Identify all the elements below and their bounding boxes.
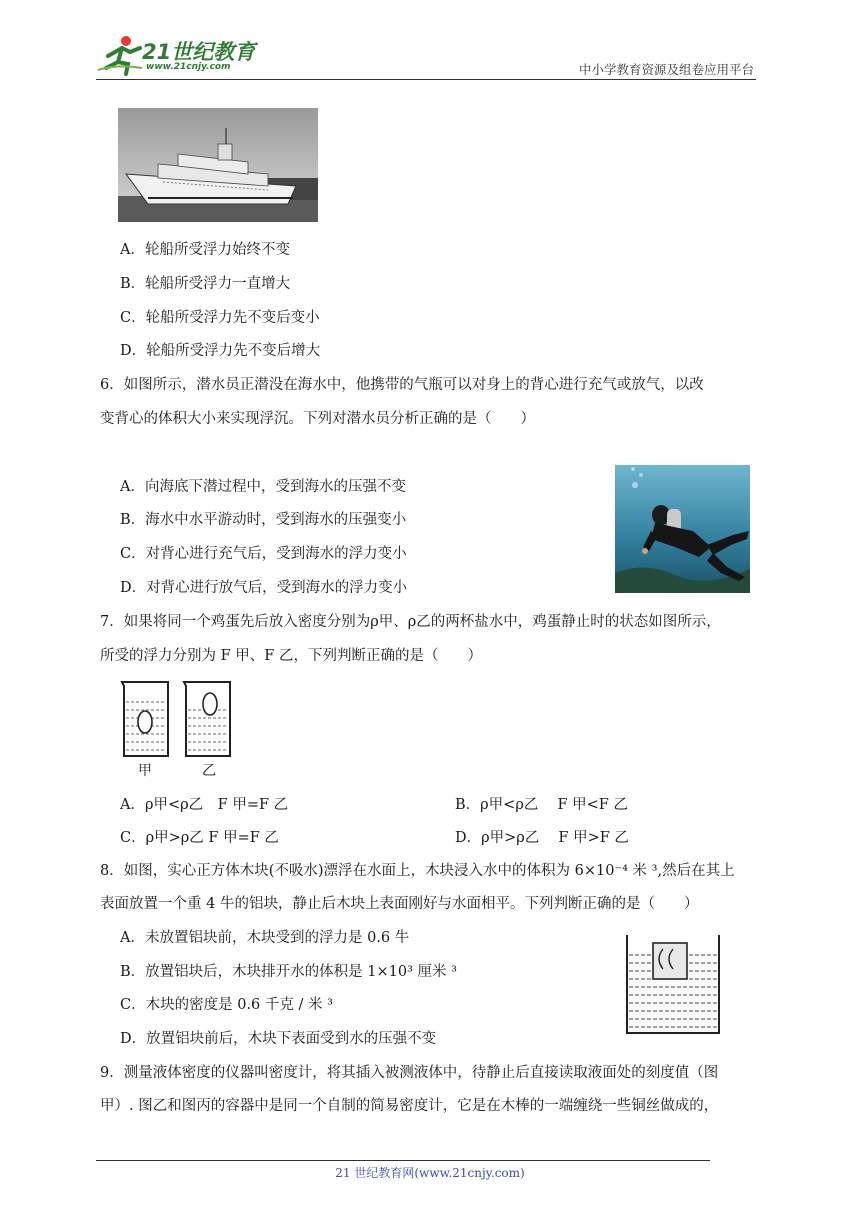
q6-stem-line2: 变背心的体积大小来实现浮沉。下列对潜水员分析正确的是（ ） <box>100 411 535 427</box>
q8-option-a: A．未放置铝块前，木块受到的浮力是 0.6 牛 <box>120 930 410 946</box>
q7-stem-line1: 7．如果将同一个鸡蛋先后放入密度分别为ρ甲、ρ乙的两杯盐水中，鸡蛋静止时的状态如图所示， <box>100 614 721 630</box>
q8-option-c: C．木块的密度是 0.6 千克 / 米 ³ <box>120 997 333 1013</box>
q8-option-d: D．放置铝块前后，木块下表面受到水的压强不变 <box>120 1031 437 1047</box>
q8-option-b: B．放置铝块后，木块排开水的体积是 1×10³ 厘米 ³ <box>120 964 457 980</box>
q5-option-d: D．轮船所受浮力先不变后增大 <box>120 343 321 359</box>
q8-stem-line2: 表面放置一个重 4 牛的铝块，静止后木块上表面刚好与水面相平。下列判断正确的是（ ） <box>100 896 699 912</box>
q6-stem-line1: 6．如图所示，潜水员正潜没在海水中，他携带的气瓶可以对身上的背心进行充气或放气，以改 <box>100 377 704 393</box>
runner-logo-icon <box>96 34 146 76</box>
q5-option-c: C．轮船所受浮力先不变后变小 <box>120 310 320 326</box>
wood-block-figure <box>625 933 721 1035</box>
platform-name: 中小学教育资源及组卷应用平台 <box>578 62 754 77</box>
q7-option-b: B．ρ甲<ρ乙 F 甲<F 乙 <box>455 797 628 813</box>
q7-stem-line2: 所受的浮力分别为 F 甲、F 乙，下列判断正确的是（ ） <box>100 648 482 664</box>
cup-label-yi: 乙 <box>202 763 216 779</box>
q9-stem-line2: 甲）. 图乙和图丙的容器中是同一个自制的简易密度计，它是在木棒的一端缠绕一些铜丝做成的， <box>100 1098 719 1114</box>
header-logo <box>96 34 266 76</box>
cruise-ship-image <box>118 108 318 222</box>
egg-cups-figure <box>118 680 238 780</box>
q7-option-a: A．ρ甲<ρ乙 F 甲=F 乙 <box>120 797 289 813</box>
q6-option-b: B．海水中水平游动时，受到海水的压强变小 <box>120 512 407 528</box>
logo-url: www.21cnjy.com <box>146 62 231 72</box>
q9-stem-line1: 9．测量液体密度的仪器叫密度计，将其插入被测液体中，待静止后直接读取液面处的刻度值（图 <box>100 1065 719 1081</box>
logo-title: 21世纪教育 <box>142 40 256 64</box>
q6-option-a: A．向海底下潜过程中，受到海水的压强不变 <box>120 479 406 495</box>
footer-text[interactable]: 21 世纪教育网(www.21cnjy.com) <box>335 1166 525 1180</box>
q6-option-c: C．对背心进行充气后，受到海水的浮力变小 <box>120 546 407 562</box>
q6-option-d: D．对背心进行放气后，受到海水的浮力变小 <box>120 580 408 596</box>
q7-option-d: D．ρ甲>ρ乙 F 甲>F 乙 <box>455 830 629 846</box>
scuba-diver-image <box>615 465 750 593</box>
header-divider <box>96 79 756 80</box>
cup-label-jia: 甲 <box>138 763 152 779</box>
q8-stem-line1: 8．如图，实心正方体木块(不吸水)漂浮在水面上，木块浸入水中的体积为 6×10⁻⁴ 米 ³,然后在其上 <box>100 863 735 879</box>
q7-option-c: C．ρ甲>ρ乙 F 甲=F 乙 <box>120 830 279 846</box>
q5-option-a: A．轮船所受浮力始终不变 <box>120 242 290 258</box>
q5-option-b: B．轮船所受浮力一直增大 <box>120 276 291 292</box>
footer-divider <box>96 1160 710 1161</box>
